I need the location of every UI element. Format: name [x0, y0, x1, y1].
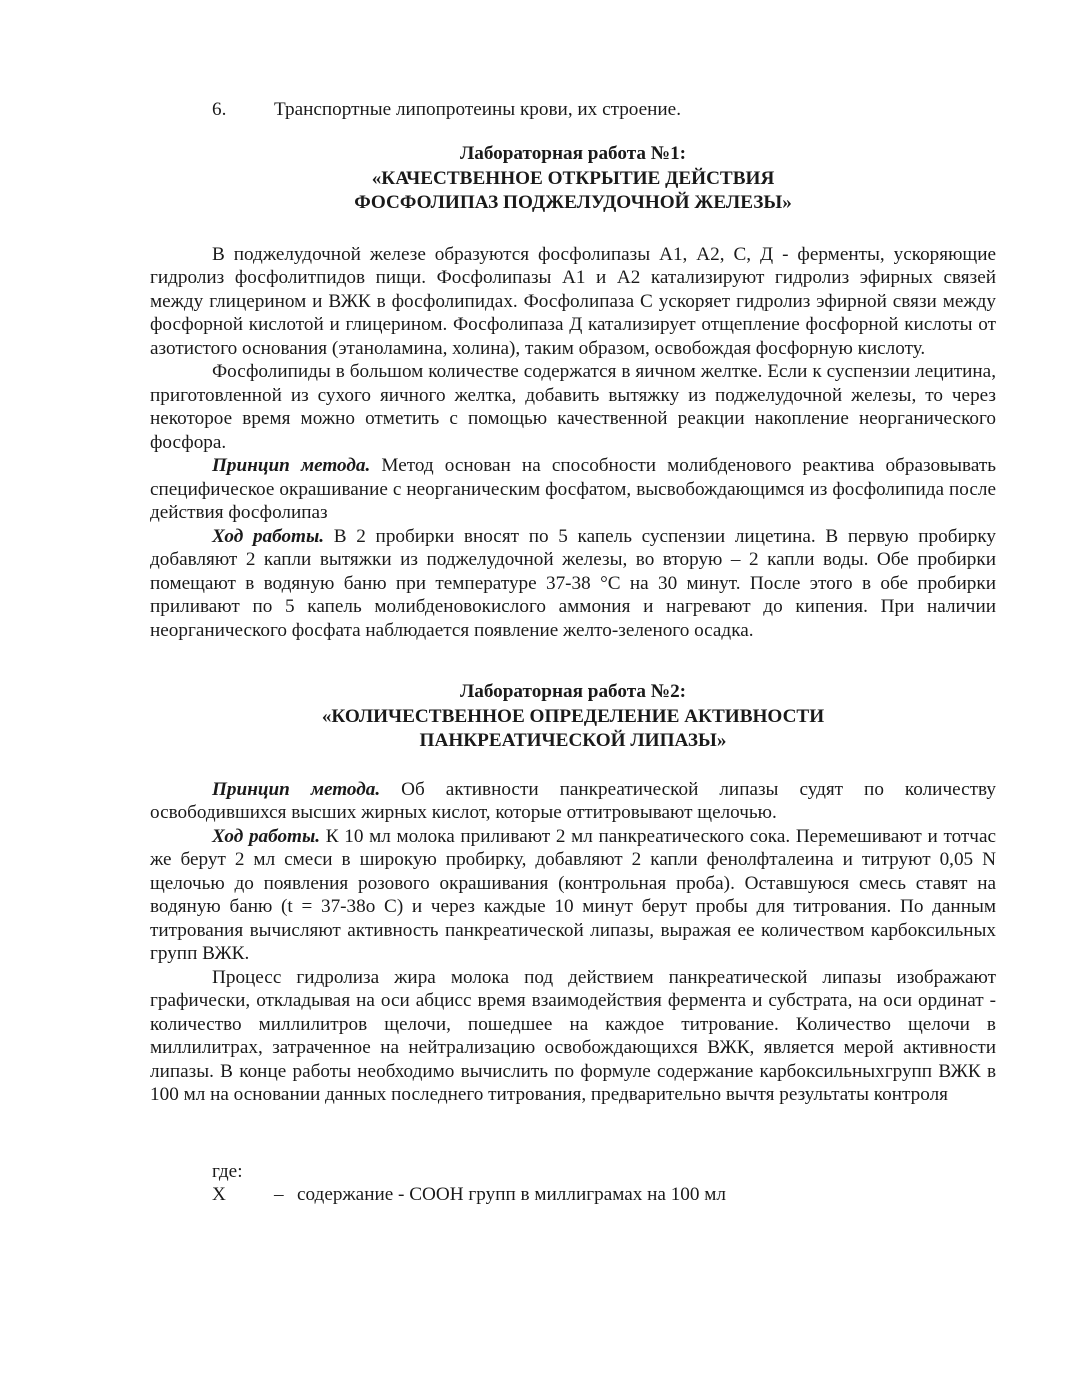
lab1-principle-paragraph [150, 454, 996, 525]
lab2-principle-paragraph [150, 778, 996, 825]
list-item-text: Транспортные липопротеины крови, их строение. [274, 99, 681, 120]
lab2-subtitle-line2: ПАНКРЕАТИЧЕСКОЙ ЛИПАЗЫ» [419, 730, 727, 751]
lab1-principle-label: Принцип метода. [212, 455, 371, 476]
lab1-heading [150, 142, 996, 216]
lab1-principle-text: Метод основан на способности молибденового реактива образовывать специфическое окрашивание с неорганическим фосфатом, высвобождающимся из фосфолипида после действия фосфолипаз [150, 455, 996, 523]
variable-symbol: Х [212, 1184, 226, 1205]
definition-dash: – [274, 1184, 284, 1205]
lab1-paragraph-2: Фосфолипиды в большом количестве содержатся в яичном желтке. Если к суспензии лецитина, приготовленной из сухого яичного желтка, добавить вытяжку из поджелудочной железы, то через некоторое время можно отметить с помощью качественной реакции накопление неорганического фосфора. [150, 361, 996, 453]
lab2-title: Лабораторная работа №2: [459, 681, 687, 702]
lab1-procedure-label: Ход работы. [212, 525, 325, 547]
lab2-procedure-label: Ход работы. [212, 825, 321, 847]
lab2-heading [150, 680, 996, 754]
lab2-subtitle-line1: «КОЛИЧЕСТВЕННОЕ ОПРЕДЕЛЕНИЕ АКТИВНОСТИ [321, 705, 825, 727]
lab1-subtitle-line2: ФОСФОЛИПАЗ ПОДЖЕЛУДОЧНОЙ ЖЕЛЕЗЫ» [354, 192, 792, 213]
list-item [150, 98, 996, 122]
lab2-procedure-text: К 10 мл молока приливают 2 мл панкреатического сока. Перемешивают и тотчас же берут 2 мл смеси в широкую пробирку, добавляют 2 капли фенолфталеина и титруют 0,05 N щелочью до появления розового окрашивания (контрольная проба). Оставшуюся смесь ставят на водяную баню (t = 37-38о С) и через каждые 10 минут берут пробы для титрования. По данным титрования вычисляют активность панкреатической липазы, выражая ее количеством карбоксильных групп ВЖК. [150, 825, 996, 964]
lab1-subtitle-line1: «КАЧЕСТВЕННОЕ ОТКРЫТИЕ ДЕЙСТВИЯ [371, 167, 775, 189]
variable-definition [150, 1183, 996, 1207]
lab2-process-paragraph: Процесс гидролиза жира молока под действием панкреатической липазы изображают графически, откладывая на оси абцисс время взаимодействия фермента и субстрата, на оси ординат - количество миллилитров щелочи, пошедшее на каждое титрование. Количество щелочи в миллилитрах, затраченное на нейтрализацию освобождающихся ВЖК, является мерой активности липазы. В конце работы необходимо вычислить по формуле содержание карбоксильныхгрупп ВЖК в 100 мл на основании данных последнего титрования, предварительно вычтя результаты контроля [150, 966, 996, 1105]
variable-description: содержание - СООН групп в миллиграмах на 100 мл [297, 1184, 727, 1205]
lab1-paragraph-1: В поджелудочной железе образуются фосфолипазы А1, А2, С, Д - ферменты, ускоряющие гидролиз фосфолитпидов пищи. Фосфолипазы А1 и А2 катализируют гидролиз эфирных связей между глицерином и ВЖК в фосфолипидах. Фосфолипаза С ускоряет гидролиз эфирной связи между фосфорной кислотой и глицерином. Фосфолипаза Д катализирует отщепление фосфорной кислоты от азотистого основания (этаноламина, холина), таким образом, освобождая фосфорную кислоту. [150, 243, 996, 359]
lab2-principle-text: Об активности панкреатической липазы судят по количеству освободившихся высших жирных кислот, которые оттитровывают щелочью. [150, 778, 996, 823]
list-item-number: 6. [212, 99, 227, 120]
lab1-procedure-paragraph [150, 525, 996, 643]
document-page [150, 98, 996, 1207]
where-label: где: [212, 1160, 243, 1182]
lab1-procedure-text: В 2 пробирки вносят по 5 капель суспензии лицетина. В первую пробирку добавляют 2 капли вытяжки из поджелудочной железы, во вторую – 2 капли воды. Обе пробирки помещают в водяную баню при температуре 37-38 °С на 30 минут. После этого в обе пробирки приливают по 5 капель молибденовокислого аммония и нагревают до кипения. При наличии неорганического фосфата наблюдается появление желто-зеленого осадка. [150, 525, 997, 641]
lab2-principle-label: Принцип метода. [212, 778, 381, 800]
lab1-title: Лабораторная работа №1: [459, 143, 687, 164]
lab2-procedure-paragraph [150, 825, 996, 966]
